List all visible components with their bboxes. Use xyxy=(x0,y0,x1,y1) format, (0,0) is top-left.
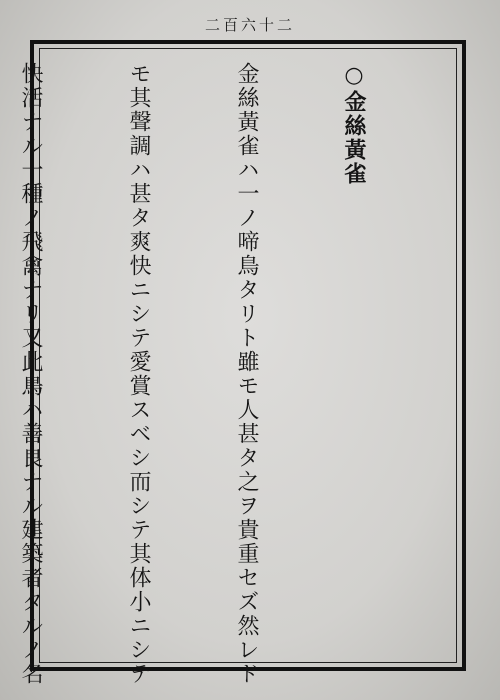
section-title: ○金絲黃雀 xyxy=(341,62,367,186)
page-number: 二百六十二 xyxy=(204,16,295,34)
text-column: 快活ナル一種ノ飛禽ナリ又此鳥ハ善良ナル建築者タルノ名 xyxy=(18,62,43,686)
text-column: モ其聲調ハ甚タ爽快ニシテ愛賞スベシ而シテ其体小ニシテ xyxy=(126,62,151,686)
vertical-text-block xyxy=(18,62,444,686)
text-column: 金絲黃雀ハ一ノ啼鳥タリト雖モ人甚タ之ヲ貴重セズ然レド xyxy=(234,62,259,686)
